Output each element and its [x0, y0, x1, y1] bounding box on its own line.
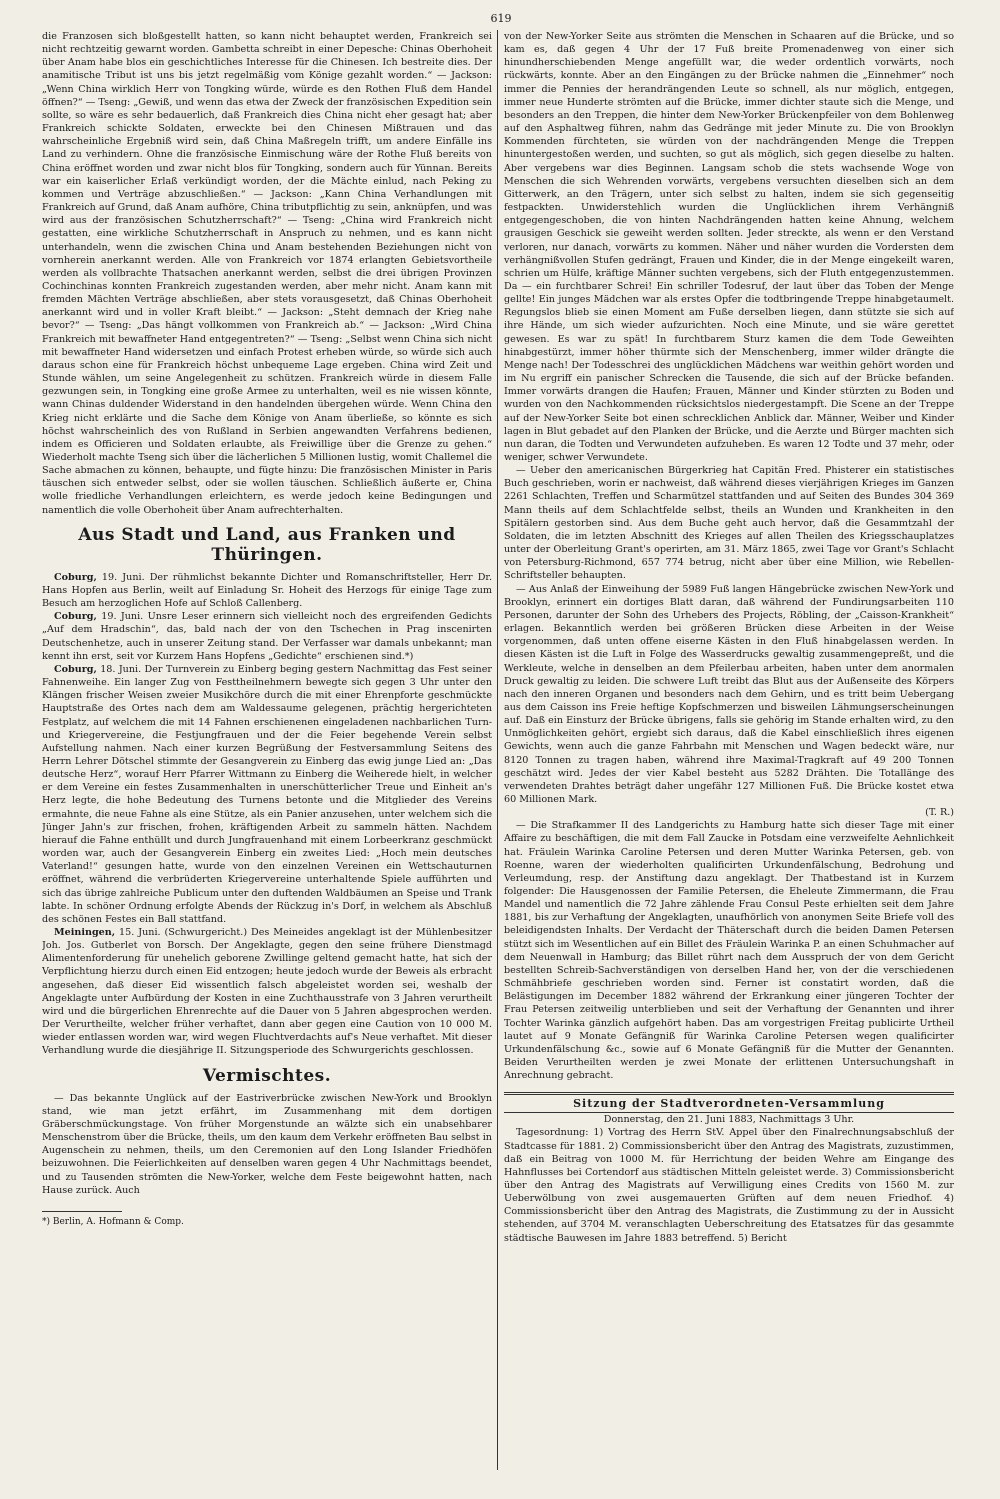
- caisson-disease-article: — Aus Anlaß der Einweihung der 5989 Fuß langen Hängebrücke zwischen New-York und Brooklyn, erinnert ein dortiges Blatt daran, daß während der Fundirungsarbeiten 110 Personen, darunter der Sohn des Urhebers des Projects, Röbling, der „Caisson-Krankheit“ erlagen. Bekanntlich werden bei größeren Brücken diese Arbeiten in der Weise vorgenommen, daß unten offene eiserne Kästen in den Fluß hinabgelassen werden. In diesen Kästen ist die Luft in Folge des Wasserdrucks gewaltig zusammengepreßt, und die Werkleute, welche in denselben an dem Pfeilerbau arbeiten, haben unter dem anormalen Druck gewaltig zu leiden. Die schwere Luft treibt das Blut aus der Außenseite des Körpers nach den inneren Organen und besonders nach dem Gehirn, und es tritt beim Uebergang aus dem Caisson ins Freie heftige Kopfschmerzen und bisweilen Lähmungserscheinungen auf. Daß ein Einsturz der Brücke übrigens, falls sie gehörig im Stande erhalten wird, zu den Unmöglichkeiten gehört, ergiebt sich daraus, daß die Kabel einschließlich ihres eigenen Gewichts, wenn auch die ganze Fahrbahn mit Menschen und Wagen bedeckt wäre, nur 8120 Tonnen zu tragen haben, während ihre Maximal-Tragkraft auf 49 200 Tonnen geschätzt wird. Jedes der vier Kabel besteht aus 5282 Drähten. Die Totallänge des verwendeten Drahtes beträgt daher ungefähr 127 Millionen Fuß. Die Brücke kostet etwa 60 Millionen Mark.: [504, 583, 954, 806]
- footnote-rule: [42, 1211, 122, 1212]
- page-number: 619: [490, 12, 512, 25]
- columns: [42, 30, 960, 1245]
- left-column: [42, 30, 492, 1245]
- coburg-notice-2: [42, 610, 492, 663]
- notice-text: 19. Juni. Der rühmlichst bekannte Dichter und Romanschriftsteller, Herr Dr. Hans Hopfen aus Berlin, weilt auf Einladung Sr. Hoheit des Herzogs für einige Tage zum Besuch am herzoglichen Hofe auf Schloß Callenberg.: [42, 571, 492, 610]
- coburg-notice-1: [42, 571, 492, 610]
- dateline-city: Meiningen,: [54, 927, 116, 938]
- notice-text: 19. Juni. Unsre Leser erinnern sich vielleicht noch des ergreifenden Gedichts „Auf dem Hradschin“, das, bald nach der von den Tschechen in Prag inscenirten Deutschenhetze, auch in unserer Zeitung stand. Der Verfasser war damals unbekannt; man kennt ihn erst, seit vor Kurzem Hans Hopfens „Gedichte“ erschienen sind.*): [42, 611, 492, 662]
- council-agenda: Tagesordnung: 1) Vortrag des Herrn StV. Appel über den Finalrechnungsabschluß der Stadtcasse für 1881. 2) Commissionsbericht über den Antrag des Magistrats, zuzustimmen, daß ein Beitrag von 1000 M. für Herrichtung der beiden Wehre am Eingange des Hahnflusses bei Cortendorf aus städtischen Mitteln geleistet werde. 3) Commissionsbericht über den Antrag des Magistrats auf Verwilligung eines Credits von 1560 M. zur Ueberwölbung von zwei ausgemauerten Grüften auf dem neuen Friedhof. 4) Commissionsbericht über den Antrag des Magistrats, die Zustimmung zu der in Aussicht stehenden, auf 3704 M. veranschlagten Ueberschreitung des Etatsatzes für das gesammte städtische Bauwesen im Jahre 1883 betreffend. 5) Bericht: [504, 1127, 954, 1244]
- section-heading-stadt-land: Aus Stadt und Land, aus Franken und Thüringen.: [78, 524, 456, 565]
- hamburg-court-article: — Die Strafkammer II des Landgerichts zu Hamburg hatte sich dieser Tage mit einer Affaire zu beschäftigen, die mit dem Fall Zaucke in Potsdam eine verzweifelte Aehnlichkeit hat. Fräulein Warinka Caroline Petersen und deren Mutter Warinka Petersen, geb. von Roenne, waren der wiederholten qualificirten Urkundenfälschung, Bedrohung und Verleumdung, resp. der Anstiftung dazu angeklagt. Der Thatbestand ist in Kurzem folgender: Die Hausgenossen der Familie Petersen, die Eheleute Zimmermann, die Frau Mandel und namentlich die 72 Jahre zählende Frau Consul Peste erhielten seit dem Jahre 1881, bis zur Verhaftung der Angeklagten, unaufhörlich von anonymen Seite Briefe voll des beleidigendsten Inhalts. Der Verdacht der Thäterschaft durch die beiden Damen Petersen stützt sich im Wesentlichen auf ein Billet des Fräulein Warinka P. an einen Schuhmacher auf dem Neuenwall in Hamburg; das Billet rührt nach dem Ausspruch der von dem Gericht bestellten Schreib-Sachverständigen von derselben Hand her, von der die verschiedenen Schmähbriefe geschrieben worden sind. Ferner ist constatirt worden, daß die Belästigungen im December 1882 während der Erkrankung einer jüngeren Tochter der Frau Petersen zeitweilig unterblieben und seit der Verhaftung der Genannten und ihrer Tochter Warinka gänzlich aufgehört haben. Das am vorgestrigen Freitag publicirte Urtheil lautet auf 9 Monate Gefängniß für Warinka Caroline Petersen wegen qualificirter Urkundenfälschung &c., sowie auf 6 Monate Gefängniß für die Mutter der Genannten. Beiden Verurtheilten werden je zwei Monate der erlittenen Untersuchungshaft in Anrechnung gebracht.: [504, 820, 954, 1082]
- notice-text: 15. Juni. (Schwurgericht.) Des Meineides angeklagt ist der Mühlenbesitzer Joh. Jos. Gutberlet von Borsch. Der Angeklagte, gegen den seine frühere Dienstmagd Alimentenforderung für unehelich geborene Zwillinge geltend gemacht hatte, hat sich der Verpflichtung hierzu durch einen Eid entzogen; heute jedoch wurde der Beweis als erbracht angesehen, daß dieser Eid wissentlich falsch abgeleistet worden sei, weshalb der Angeklagte unter Aufbürdung der Kosten in eine Zuchthausstrafe von 3 Jahren verurtheilt wird und die bürgerlichen Ehrenrechte auf die Dauer von 5 Jahren abgesprochen werden. Der Verurtheilte, welcher früher verhaftet, dann aber gegen eine Caution von 10 000 M. wieder entlassen worden war, wird wegen Fluchtverdachts auf's Neue verhaftet. Mit dieser Verhandlung wurde die diesjährige II. Sitzungsperiode des Schwurgerichts geschlossen.: [42, 927, 492, 1057]
- council-session-box: [504, 1092, 954, 1113]
- source-signature: (T. R.): [925, 807, 954, 819]
- notice-text: 18. Juni. Der Turnverein zu Einberg beging gestern Nachmittag das Fest seiner Fahnenweihe. Ein langer Zug von Festtheilnehmern bewegte sich gegen 3 Uhr unter den Klängen frischer Weisen zweier Musikchöre durch die mit einer Ehrenpforte geschmückte Hauptstraße des Ortes nach dem am Waldessaume gelegenen, prächtig hergerichteten Festplatz, auf welchem die mit 14 Fahnen erschienenen eingeladenen nachbarlichen Turn- und Kriegervereine, die Festjungfrauen und der die Feier begehende Verein selbst Aufstellung nahmen. Nach einer kurzen Begrüßung der Festversammlung Seitens des Herrn Lehrer Dötschel stimmte der Gesangverein zu Einberg das ewig junge Lied an: „Das deutsche Herz“, worauf Herr Pfarrer Wittmann zu Einberg die Weiherede hielt, in welcher er dem Vereine ein festes Zusammenhalten in unerschütterlicher Treue und Einheit an's Herz legte, die hohe Bedeutung des Turnens betonte und die Mitglieder des Vereins ermahnte, die neue Fahne als eine Stütze, als ein Panier anzusehen, unter welchem sich die Jünger Jahn's zur frischen, frohen, kräftigenden Arbeit zu sammeln hätten. Nachdem hierauf die Fahne enthüllt und durch Jungfrauenhand mit einem Lorbeerkranz geschmückt worden war, auch der Gesangverein Einberg ein zweites Lied: „Hoch mein deutsches Vaterland!“ gesungen hatte, wurde von den einzelnen Vereinen ein Wettschauturnen eröffnet, während die verbrüderten Kriegervereine unterhaltende Spiele aufführten und sich das übrige zahlreiche Publicum unter den duftenden Waldbäumen an Speise und Trank labte. In schöner Ordnung erfolgte Abends der Rückzug in's Dorf, in welchem als Abschluß des schönen Festes ein Ball stattfand.: [42, 663, 492, 925]
- dateline-city: Coburg,: [54, 663, 97, 675]
- vermischtes-bridge-text: — Das bekannte Unglück auf der Eastriverbrücke zwischen New-York und Brooklyn stand, wie man jetzt erfährt, im Zusammenhang mit dem dortigen Gräberschmückungstage. Von früher Morgenstunde an wälzte sich ein unabsehbarer Menschenstrom über die Brücke, theils, um den kaum dem Verkehr eröffneten Bau selbst in Augenschein zu nehmen, theils, um den Ceremonien auf den Long Islander Friedhöfen beizuwohnen. Die Feierlichkeiten auf denselben waren gegen 4 Uhr Nachmittags beendet, und zu Tausenden strömten die New-Yorker, welche dem Feste beigewohnt hatten, nach Hause zurück. Auch: [42, 1092, 492, 1196]
- china-article-text: die Franzosen sich bloßgestellt hatten, so kann nicht behauptet werden, Frankreich sei nicht rechtzeitig gewarnt worden. Gambetta schreibt in einer Depesche: Chinas Oberhoheit über Anam habe blos ein geschichtliches Interesse für die Chinesen. Ich bestreite dies. Der anamitische Tribut ist uns bis jetzt regelmäßig vom Könige gezahlt worden.“ — Jackson: „Wenn China wirklich Herr von Tongking würde, würde es den Rothen Fluß dem Handel öffnen?“ — Tseng: „Gewiß, und wenn das etwa der Zweck der französischen Expedition sein sollte, so wäre es sehr bedauerlich, daß Frankreich dies China nicht eher gesagt hat; aber Frankreich schickte Soldaten, erweckte bei den Chinesen Mißtrauen und das wahrscheinliche Ergebniß wird sein, daß China Maßregeln trifft, um andere Einfälle ins Land zu verhindern. Ohne die französische Einmischung wäre der Rothe Fluß bereits von China eröffnet worden und zwar nicht blos für Tongking, sondern auch für Yünnan. Bereits war ein kaiserlicher Erlaß verkündigt worden, der die Mächte einlud, nach Peking zu kommen und Verträge abzuschließen.“ — Jackson: „Kann China Verhandlungen mit Frankreich auf Grund, daß Anam aufhöre, China tributpflichtig zu sein, anknüpfen, und was wird aus der französischen Schutzherrschaft?“ — Tseng: „China wird Frankreich nicht gestatten, eine wirkliche Schutzherrschaft in Anspruch zu nehmen, und es kann nicht unterhandeln, wenn die zwischen China und Anam bestehenden Beziehungen nicht von vornherein anerkannt werden. Alle von Frankreich vor 1874 erlangten Gebietsvortheile werden als vollbrachte Thatsachen anerkannt werden, selbst die drei übrigen Provinzen Cochinchinas konnten Frankreich zugestanden werden, aber mehr nicht. Anam kann mit fremden Mächten Verträge abschließen, aber stets vorausgesetzt, daß Chinas Oberhoheit anerkannt wird und in voller Kraft bleibt.“ — Jackson: „Steht demnach der Krieg nahe bevor?“ — Tseng: „Das hängt vollkommen von Frankreich ab.“ — Jackson: „Wird China Frankreich mit bewaffneter Hand entgegentreten?“ — Tseng: „Selbst wenn China sich nicht mit bewaffneter Hand widersetzen und einfach Protest erheben würde, so würde sich auch daraus schon eine für Frankreich höchst unbequeme Lage ergeben. China wird Zeit und Stunde wählen, um seine Angelegenheit zu schützen. Frankreich würde in diesem Falle gezwungen sein, in Tongking eine große Armee zu unterhalten, weil es nie wissen könnte, wann Chinas duldender Widerstand in den handelnden übergehen würde. Wenn China den Krieg nicht erklärte und die Sache dem Könige von Anam überließe, so könnte es sich höchst wahrscheinlich des von Rußland in Serbien angewandten Verfahrens bedienen, indem es Officieren und Soldaten erlaubte, als Freiwillige über die Grenze zu gehen.“ Wiederholt machte Tseng sich über die lächerlichen 5 Millionen lustig, womit Challemel die Sache abmachen zu können, behaupte, und fügte hinzu: Die französischen Minister in Paris täuschen sich entweder selbst, oder sie wollen täuschen. Schließlich äußerte er, China wolle friedliche Verhandlungen erleichtern, es werde jedoch keine Bedingungen und namentlich die volle Oberhoheit über Anam aufrechterhalten.: [42, 31, 492, 516]
- right-column: [504, 30, 954, 1245]
- coburg-notice-3: [42, 663, 492, 926]
- council-session-date: Donnerstag, den 21. Juni 1883, Nachmittags 3 Uhr.: [603, 1114, 855, 1126]
- footnote: *) Berlin, A. Hofmann & Comp.: [42, 1216, 184, 1227]
- council-session-title: Sitzung der Stadtverordneten-Versammlung: [573, 1097, 885, 1111]
- dateline-city: Coburg,: [54, 571, 97, 583]
- dateline-city: Coburg,: [54, 611, 97, 623]
- meiningen-notice: [42, 926, 492, 1058]
- civil-war-statistics: — Ueber den americanischen Bürgerkrieg hat Capitän Fred. Phisterer ein statistisches Buch geschrieben, worin er nachweist, daß während dieses vierjährigen Krieges im Ganzen 2261 Schlachten, Treffen und Scharmützel stattfanden und auf Seiten des Bundes 304 369 Mann theils auf dem Schlachtfelde selbst, theils an Wunden und Krankheiten in den Spitälern gestorben sind. Aus dem Buche geht auch hervor, daß die Gesammtzahl der Soldaten, die im letzten Abschnitt des Krieges auf allen Theilen des Kriegsschauplatzes unter der Oberleitung Grant's operirten, am 31. März 1865, zwei Tage vor Grant's Schlacht von Petersburg-Richmond, 657 774 betrug, nicht aber über eine Million, wie Rebellen-Schriftsteller behaupten.: [504, 465, 954, 582]
- section-heading-vermischtes: Vermischtes.: [202, 1065, 332, 1086]
- column-rule: [497, 30, 498, 1470]
- bridge-disaster-continued: von der New-Yorker Seite aus strömten die Menschen in Schaaren auf die Brücke, und so kam es, daß gegen 4 Uhr der 17 Fuß breite Promenadenweg von einer sich hinundherschiebenden Menge angefüllt war, die weder ordentlich vorwärts, noch rückwärts, konnte. Aber an den Eingängen zu der Brücke nahmen die „Einnehmer“ noch immer die Pennies der herandrängenden Leute so schnell, als nur möglich, entgegen, immer neue Hunderte strömten auf die Brücke, immer dichter staute sich die Menge, und besonders an den Treppen, die hinter dem New-Yorker Brückenpfeiler von dem Bohlenweg auf den Asphaltweg führen, nahm das Gedränge mit jeder Minute zu. Die von Brooklyn Kommenden fürchteten, sie würden von der nachdrängenden Menge die Treppen hinuntergestoßen werden, und suchten, so gut als möglich, sich gegen dieselbe zu halten. Aber vergebens war dies Beginnen. Langsam schob die stets wachsende Woge von Menschen die sich Wehrenden vorwärts, vergebens versuchten dieselben sich an dem Gitterwerk, an den Trägern, unter sich selbst zu halten, indem sie sich gegenseitig festpackten. Unwiderstehlich wurden die Unglücklichen ihrem Verhängniß entgegengeschoben, die von hinten Nachdrängenden hatten keine Ahnung, welchem grausigen Geschick sie geweiht werden sollten. Jeder streckte, als wenn er den Verstand verloren, nur danach, vorwärts zu kommen. Näher und näher wurden die Vordersten dem verhängnißvollen Stufen gedrängt, Frauen und Kinder, die in der Menge eingekeilt waren, schrien um Hülfe, kräftige Männer suchten vergebens, sich der Fluth entgegenzustemmen. Da — ein furchtbarer Schrei! Ein schriller Todesruf, der laut über das Toben der Menge gellte! Ein junges Mädchen war als erstes Opfer die todtbringende Treppe hinabgetaumelt. Regungslos blieb sie einen Moment am Fuße derselben liegen, dann stützte sie sich auf ihre Hände, um sich wieder aufzurichten. Noch eine Minute, und sie wäre gerettet gewesen. Es war zu spät! In furchtbarem Sturz kamen die dem Tode Geweihten hinabgestürzt, immer höher thürmte sich der Menschenberg, immer wilder drängte die Menge nach! Der Todesschrei des unglücklichen Mädchens war weithin gehört worden und im Nu ergriff ein panischer Schrecken die Tausende, die sich auf der Brücke befanden. Immer vorwärts drangen die Haufen; Frauen, Männer und Kinder stürzten zu Boden und wurden von den Nachkommenden rücksichtslos niedergestampft. Die Scene an der Treppe auf der New-Yorker Seite bot einen schrecklichen Anblick dar. Männer, Weiber und Kinder lagen in Blut gebadet auf den Planken der Brücke, und die Aerzte und Bürger machten sich nun daran, die Todten und Verwundeten aufzuheben. Es waren 12 Todte und 37 mehr, oder weniger, schwer Verwundete.: [504, 31, 954, 463]
